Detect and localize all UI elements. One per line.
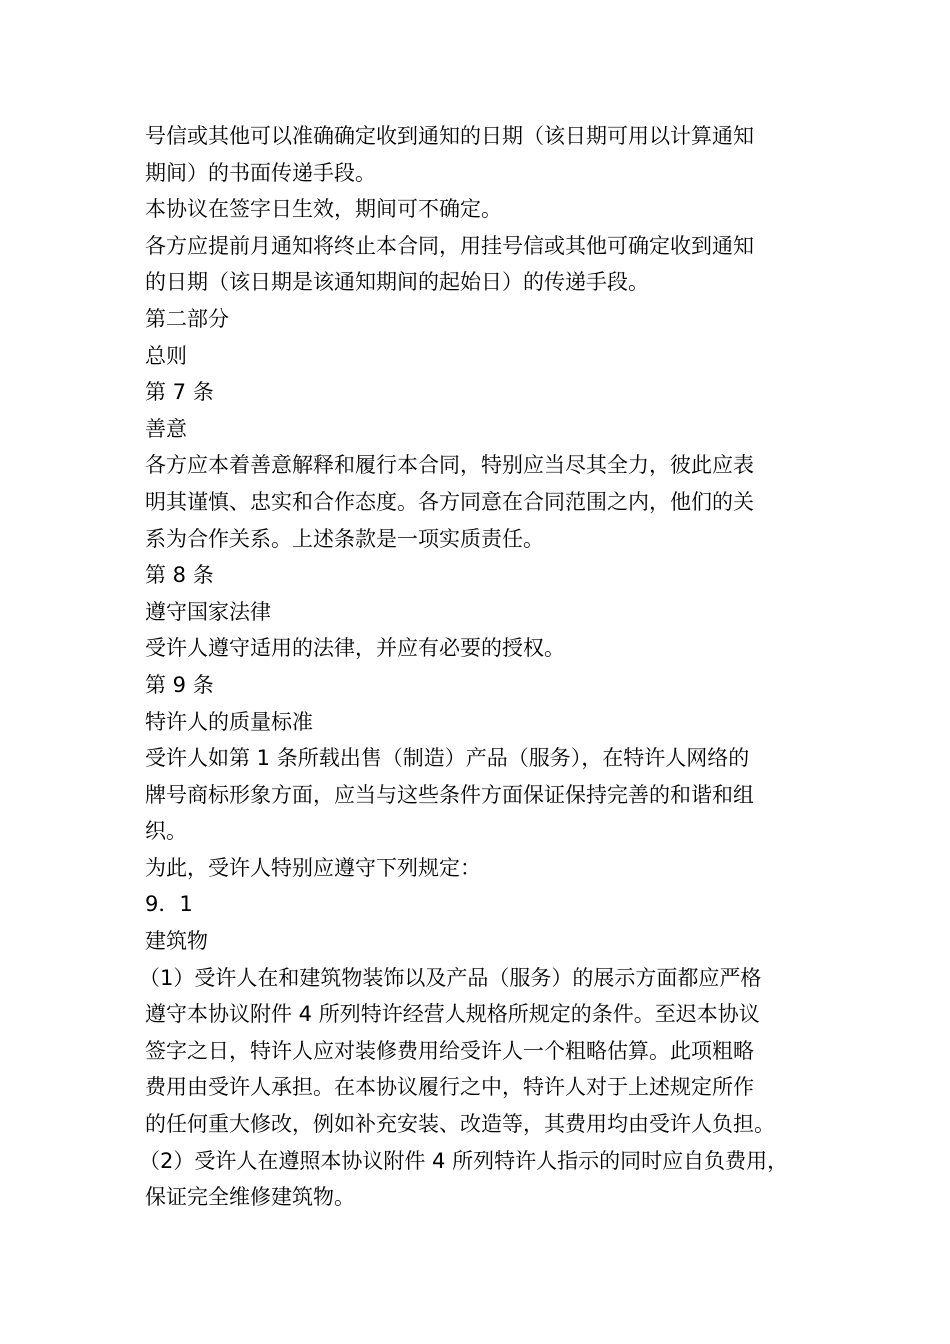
clause-title: 建筑物 xyxy=(145,929,208,954)
text-line: 为此，受许人特别应遵守下列规定： xyxy=(145,855,481,880)
clause-number: 9．1 xyxy=(145,892,193,917)
text-line: 受许人如第 1 条所载出售（制造）产品（服务），在特许人网络的 xyxy=(145,746,750,771)
article-title: 特许人的质量标准 xyxy=(145,709,313,734)
text-line: 期间）的书面传递手段。 xyxy=(145,160,376,185)
text-line: 费用由受许人承担。在本协议履行之中，特许人对于上述规定所作 xyxy=(145,1075,754,1100)
text-line: 遵守本协议附件 4 所列特许经营人规格所规定的条件。至迟本协议 xyxy=(145,1002,760,1027)
section-subheading: 总则 xyxy=(145,343,187,368)
text-line: 的任何重大修改，例如补充安装、改造等，其费用均由受许人负担。 xyxy=(145,1112,775,1137)
text-line: 号信或其他可以准确确定收到通知的日期（该日期可用以计算通知 xyxy=(145,124,754,148)
article-number: 第 7 条 xyxy=(145,380,214,405)
text-line: （1）受许人在和建筑物装饰以及产品（服务）的展示方面都应严格 xyxy=(139,965,762,990)
text-line: 签字之日，特许人应对装修费用给受许人一个粗略估算。此项粗略 xyxy=(145,1038,754,1063)
text-line: 系为合作关系。上述条款是一项实质责任。 xyxy=(145,526,544,551)
text-line: 织。 xyxy=(145,819,187,844)
text-line: 本协议在签字日生效，期间可不确定。 xyxy=(145,197,502,222)
section-heading: 第二部分 xyxy=(145,306,229,331)
text-line: 保证完全维修建筑物。 xyxy=(145,1185,355,1210)
text-line: 的日期（该日期是该通知期间的起始日）的传递手段。 xyxy=(145,270,649,295)
text-line: 各方应提前月通知将终止本合同，用挂号信或其他可确定收到通知 xyxy=(145,233,754,258)
article-number: 第 9 条 xyxy=(145,672,214,697)
text-line: 受许人遵守适用的法律，并应有必要的授权。 xyxy=(145,636,565,661)
article-title: 善意 xyxy=(145,416,187,441)
document-body xyxy=(139,118,815,1216)
text-line: 明其谨慎、忠实和合作态度。各方同意在合同范围之内，他们的关 xyxy=(145,489,754,514)
article-number: 第 8 条 xyxy=(145,563,214,588)
text-line: （2）受许人在遵照本协议附件 4 所列特许人指示的同时应自负费用， xyxy=(139,1148,789,1173)
article-title: 遵守国家法律 xyxy=(145,599,271,624)
text-line: 各方应本着善意解释和履行本合同，特别应当尽其全力，彼此应表 xyxy=(145,453,754,478)
text-line: 牌号商标形象方面，应当与这些条件方面保证保持完善的和谐和组 xyxy=(145,782,754,807)
